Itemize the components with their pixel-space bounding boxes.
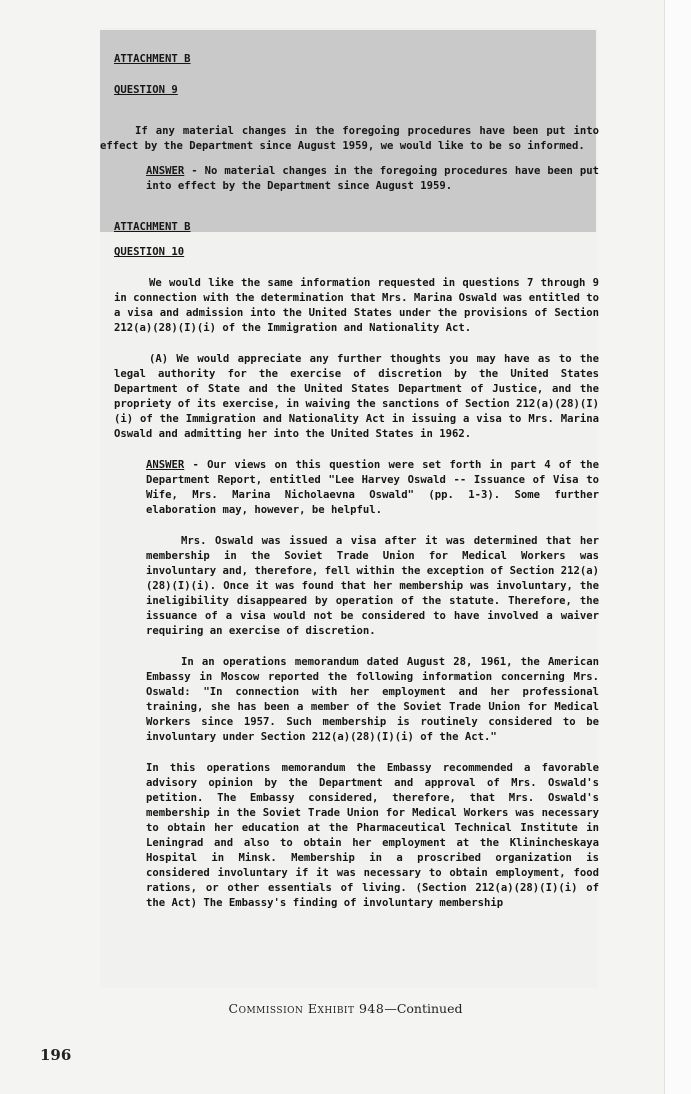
document-body [100,52,599,911]
page-number: 196 [40,1046,72,1064]
page-edge [664,0,691,1094]
question-10-intro: We would like the same information requested in questions 7 through 9 in connection with the determination that Mrs. Marina Oswald was entitled to a visa and admission into the United States under the provisions of Section 212(a)(28)(I)(i) of the Immigration and Nationality Act. [114,277,599,334]
caption-title: Commission Exhibit 948 [228,1001,385,1016]
question-10-answer [146,458,599,518]
answer-text: - No material changes in the foregoing procedures have been put into effect by the Department since August 1959. [146,165,599,192]
answer-paragraph-4: In this operations memorandum the Embassy recommended a favorable advisory opinion by the Department and approval of Mrs. Oswald's petition. The Embassy considered, therefore, that Mrs. Oswald's membership in the Soviet Trade Union for Medical Workers was necessary to obtain her education at the Pharmaceutical Technical Institute in Leningrad and also to obtain her employment at the Klinincheskaya Hospital in Minsk. Membership in a proscribed organization is considered involuntary if it was necessary to obtain employment, food rations, or other essentials of living. (Section 212(a)(28)(I)(i) of the Act) The Embassy's finding of involuntary membership [146,762,599,909]
question-9-text: If any material changes in the foregoing procedures have been put into effect by the Department since August 1959, we would like to be so informed. [100,125,599,152]
question-9-answer [146,164,599,194]
answer-label: ANSWER [146,459,185,471]
answer-label: ANSWER [146,165,185,177]
question-10-part-a: (A) We would appreciate any further thoughts you may have as to the legal authority for the exercise of discretion by the United States Department of State and the United States Department of Justice, and the propriety of its exercise, in waiving the sanctions of Section 212(a)(28)(I)(i) of the Immigration and Nationality Act in issuing a visa to Mrs. Marina Oswald and admitting her into the United States in 1962. [114,353,599,440]
answer-paragraph-2: Mrs. Oswald was issued a visa after it was determined that her membership in the Soviet Trade Union for Medical Workers was involuntary and, therefore, fell within the exception of Section 212(a)(28)(I)(i). Once it was found that her membership was involuntary, the ineligibility disappeared by operation of the statute. Therefore, the issuance of a visa would not be considered to have involved a waiver requiring an exercise of discretion. [146,535,599,637]
caption-suffix: —Continued [384,1001,463,1016]
answer-paragraph-3: In an operations memorandum dated August 28, 1961, the American Embassy in Moscow reported the following information concerning Mrs. Oswald: "In connection with her employment and her professional training, she has been a member of the Soviet Trade Union for Medical Workers since 1957. Such membership is routinely considered to be involuntary under Section 212(a)(28)(I)(i) of the Act." [146,656,599,743]
attachment-heading-2: ATTACHMENT B [114,221,191,233]
question-9-heading: QUESTION 9 [114,84,178,96]
attachment-heading-1: ATTACHMENT B [114,53,191,65]
question-10-heading: QUESTION 10 [114,246,185,258]
answer-text: - Our views on this question were set forth in part 4 of the Department Report, entitled "Lee Harvey Oswald -- Issuance of Visa to Wife, Mrs. Marina Nicholaevna Oswald" (pp. 1-3). Some further elaboration may, however, be helpful. [146,459,599,516]
exhibit-caption [0,1001,691,1016]
